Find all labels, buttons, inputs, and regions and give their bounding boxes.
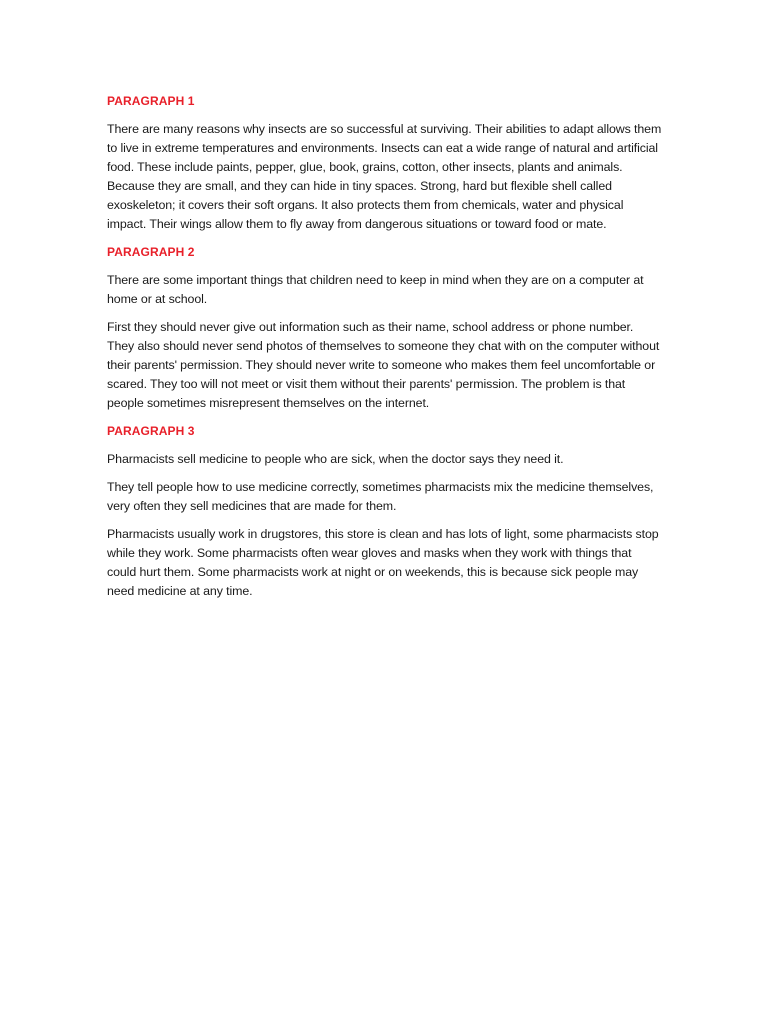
body-paragraph: Pharmacists usually work in drugstores, this store is clean and has lots of light, some pharmacists stop while they work. Some pharmacists often wear gloves and masks when they work with things that could hurt them. Some pharmacists work at night or on weekends, this is because sick people may need medicine at any time. [107, 527, 659, 598]
section-paragraph-3 [107, 422, 662, 601]
section-heading: PARAGRAPH 1 [107, 94, 195, 108]
section-heading: PARAGRAPH 3 [107, 424, 195, 438]
body-paragraph: They tell people how to use medicine correctly, sometimes pharmacists mix the medicine themselves, very often they sell medicines that are made for them. [107, 480, 654, 513]
section-paragraph-2 [107, 243, 662, 413]
body-paragraph: First they should never give out information such as their name, school address or phone number. They also should never send photos of themselves to someone they chat with on the computer without their parents' permission. They should never write to someone who makes them feel uncomfortable or scared. They too will not meet or visit them without their parents' permission. The problem is that people sometimes misrepresent themselves on the internet. [107, 320, 660, 410]
body-paragraph: There are many reasons why insects are so successful at surviving. Their abilities to adapt allows them to live in extreme temperatures and environments. Insects can eat a wide range of natural and artificial food. These include paints, pepper, glue, book, grains, cotton, other insects, plants and animals. Because they are small, and they can hide in tiny spaces. Strong, hard but flexible shell called exoskeleton; it covers their soft organs. It also protects them from chemicals, water and physical impact. Their wings allow them to fly away from dangerous situations or toward food or mate. [107, 122, 662, 231]
section-paragraph-1 [107, 92, 662, 234]
document-body [107, 92, 662, 610]
section-heading: PARAGRAPH 2 [107, 245, 195, 259]
body-paragraph: Pharmacists sell medicine to people who are sick, when the doctor says they need it. [107, 452, 564, 466]
body-paragraph: There are some important things that children need to keep in mind when they are on a computer at home or at school. [107, 273, 644, 306]
